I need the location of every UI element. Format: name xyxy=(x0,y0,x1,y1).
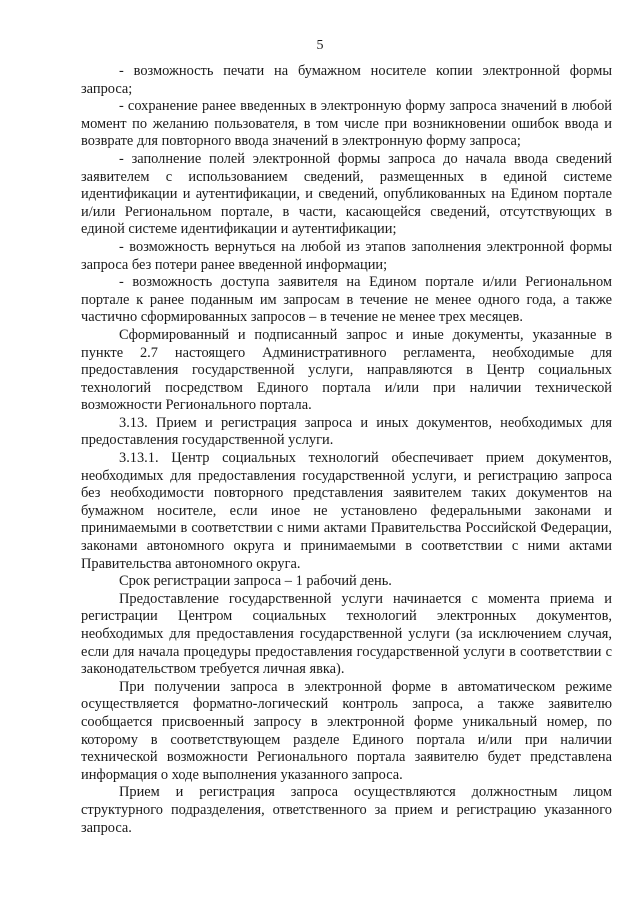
paragraph: - возможность печати на бумажном носителе копии электронной формы запроса; xyxy=(81,63,612,97)
paragraph: - возможность вернуться на любой из этапов заполнения электронной формы запроса без потери ранее введенной информации; xyxy=(81,238,612,273)
paragraph: При получении запроса в электронной форме в автоматическом режиме осуществляется форматно-логический контроль запроса, а также заявителю сообщается присвоенный запросу в электронной форме уникальный номер, по которому в соответствующем разделе Единого портала и/или при наличии технической возможности Регионального портала заявителю будет представлена информация о ходе выполнения указанного запроса. xyxy=(81,678,612,783)
section-heading-paragraph: 3.13. Прием и регистрация запроса и иных документов, необходимых для предоставления государственной услуги. xyxy=(81,414,612,449)
paragraph: Предоставление государственной услуги начинается с момента приема и регистрации Центром социальных технологий электронных документов, необходимых для предоставления государственной услуги (за исключением случая, если для начала процедуры предоставления государственной услуги в соответствии с законодательством требуется личная явка). xyxy=(81,590,612,678)
document-body xyxy=(81,63,612,837)
paragraph: - заполнение полей электронной формы запроса до начала ввода сведений заявителем с использованием сведений, размещенных в единой системе идентификации и аутентификации, и сведений, опубликованных на Едином портале и/или Региональном портале, в части, касающейся сведений, отсутствующих в единой системе идентификации и аутентификации; xyxy=(81,150,612,238)
paragraph: 3.13.1. Центр социальных технологий обеспечивает прием документов, необходимых для предоставления государственной услуги, и регистрацию запроса без необходимости повторного представления заявителем таких документов на бумажном носителе, если иное не установлено федеральными законами и принимаемыми в соответствии с ними актами Правительства Российской Федерации, законами автономного округа и принимаемыми в соответствии с ними актами Правительства автономного округа. xyxy=(81,450,612,572)
paragraph: - сохранение ранее введенных в электронную форму запроса значений в любой момент по желанию пользователя, в том числе при возникновении ошибок ввода и возврате для повторного ввода значений в электронную форму запроса; xyxy=(81,98,612,150)
page-number: 5 xyxy=(316,38,324,53)
paragraph: Сформированный и подписанный запрос и иные документы, указанные в пункте 2.7 настоящего Административного регламента, необходимые для предоставления государственной услуги, направляются в Центр социальных технологий посредством Единого портала и/или при наличии технической возможности Регионального портала. xyxy=(81,326,612,414)
paragraph: Срок регистрации запроса – 1 рабочий день. xyxy=(119,573,392,590)
paragraph: Прием и регистрация запроса осуществляются должностным лицом структурного подразделения, ответственного за прием и регистрацию указанного запроса. xyxy=(81,784,612,836)
paragraph: - возможность доступа заявителя на Едином портале и/или Региональном портале к ранее поданным им запросам в течение не менее одного года, а также частично сформированных запросов – в течение не менее трех месяцев. xyxy=(81,274,612,326)
